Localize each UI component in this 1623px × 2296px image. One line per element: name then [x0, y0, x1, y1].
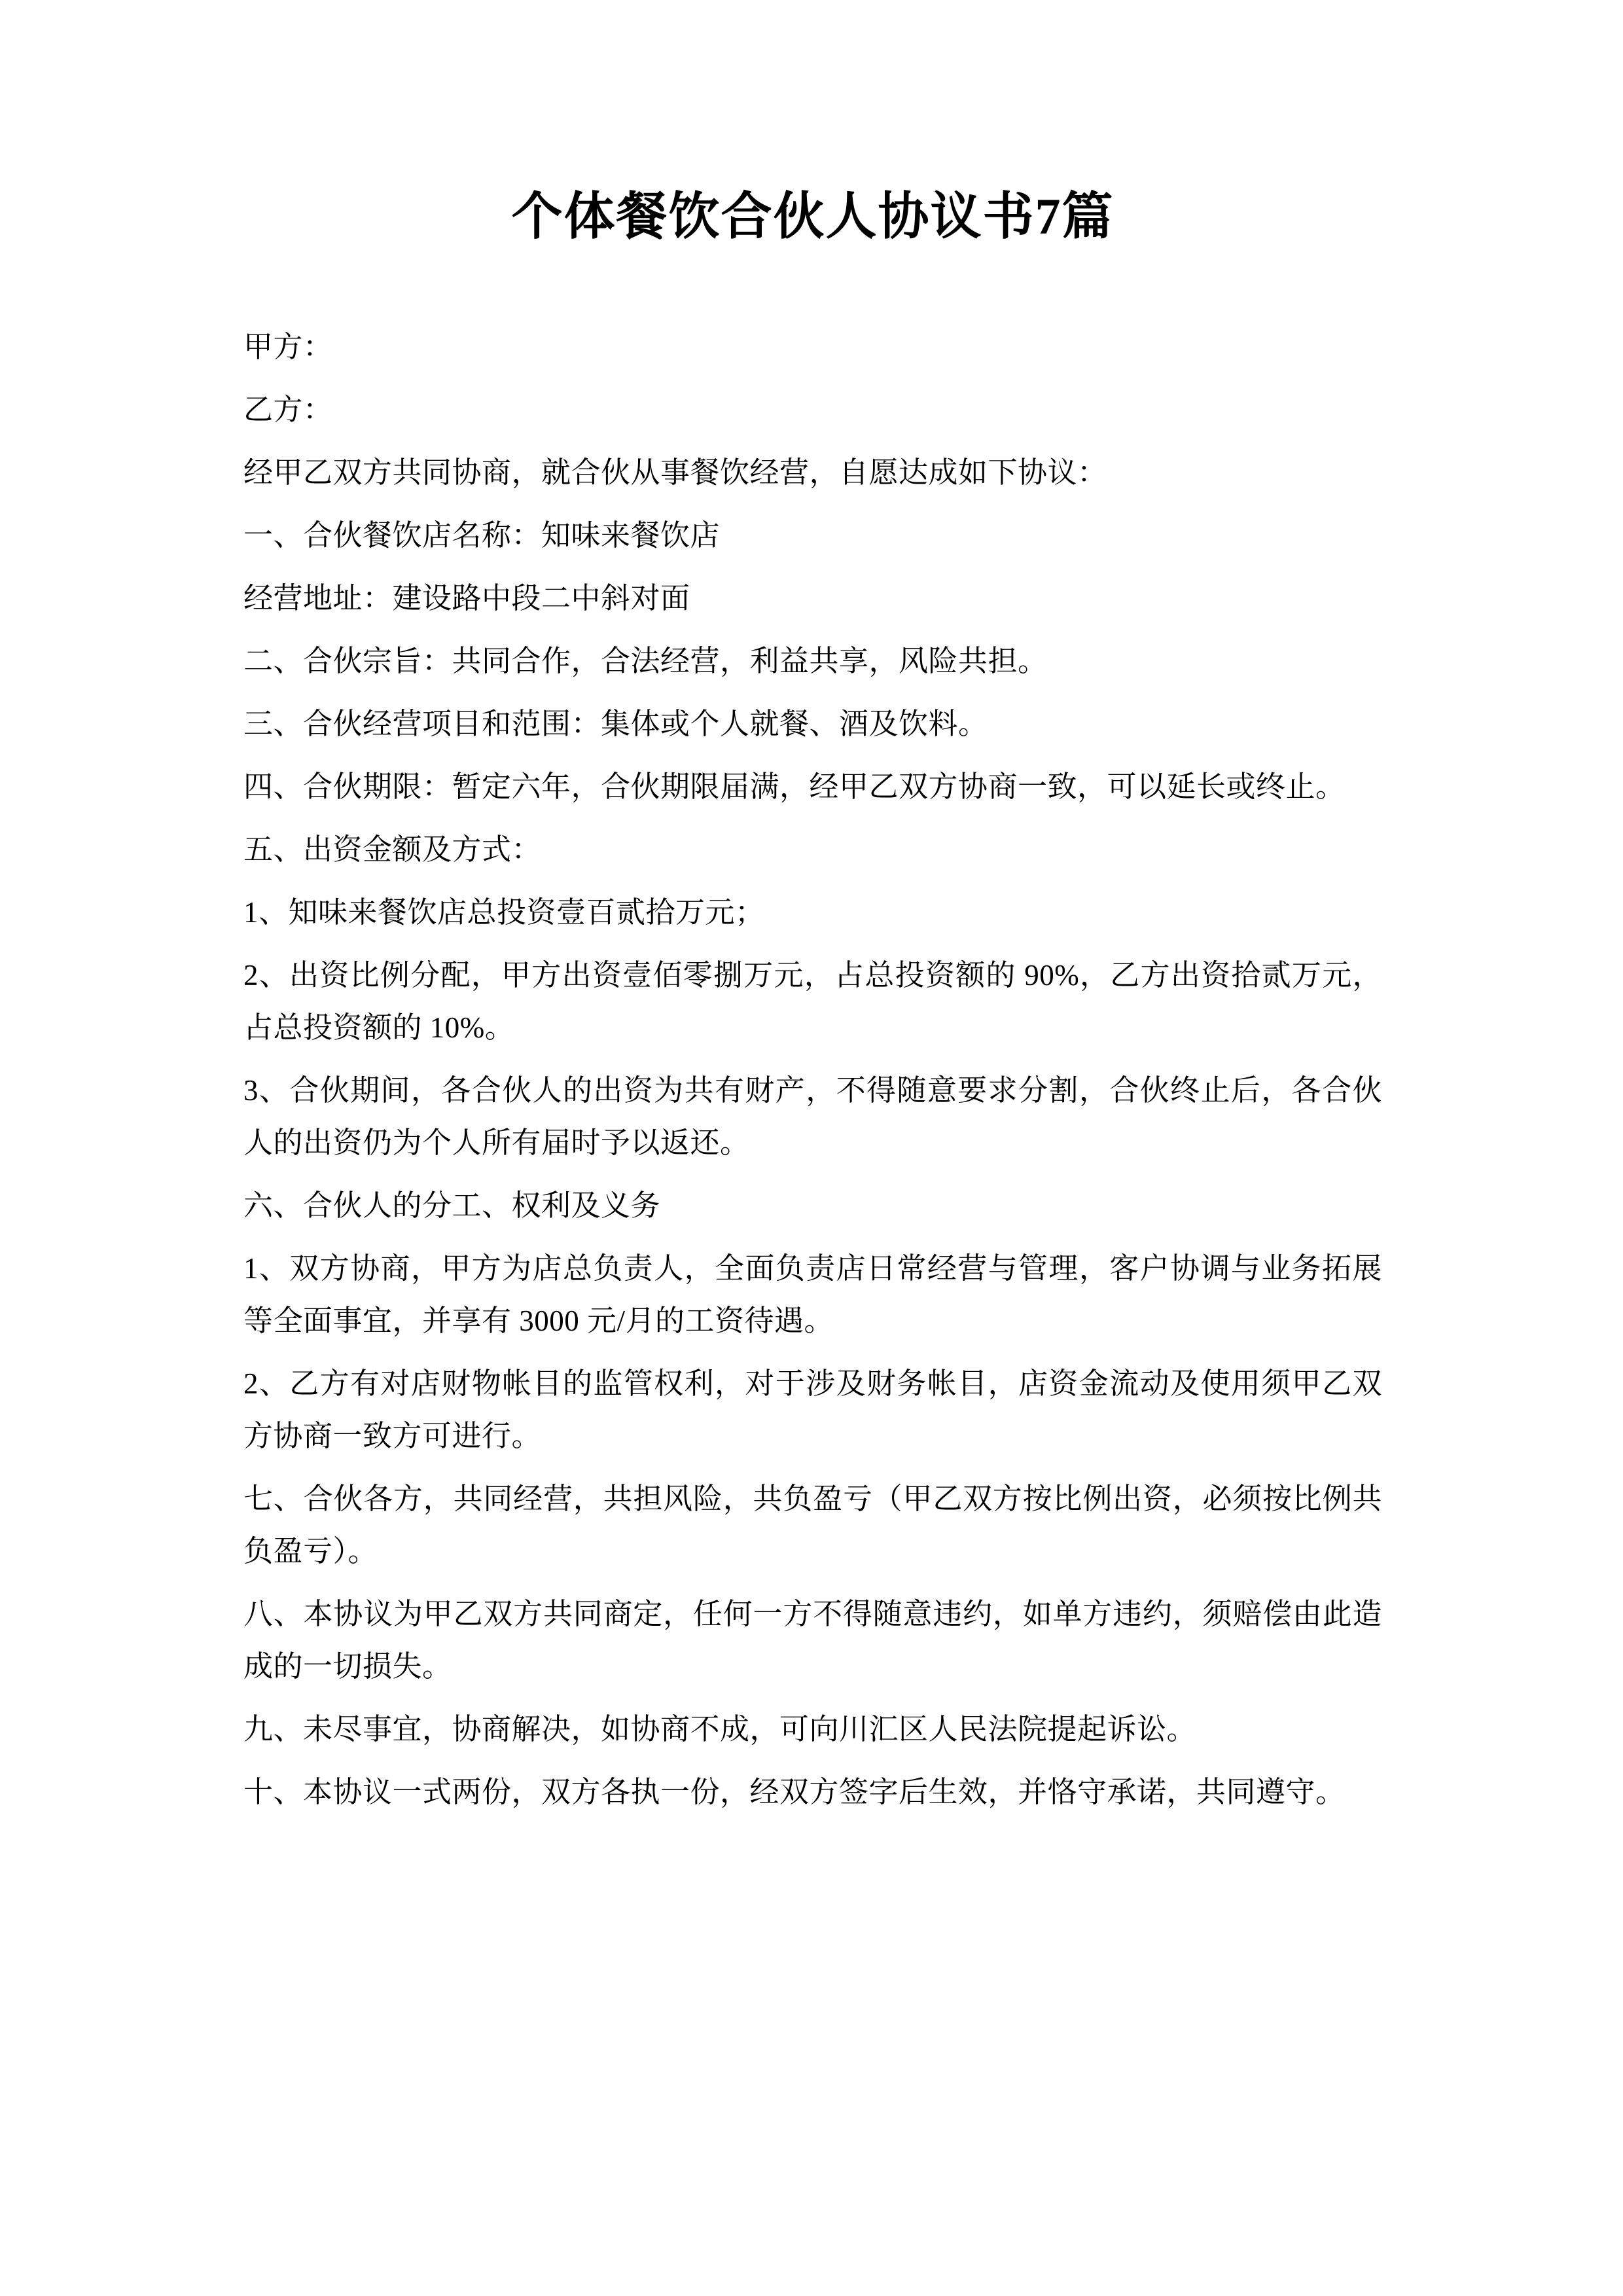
paragraph-clause-7: 七、合伙各方，共同经营，共担风险，共负盈亏（甲乙双方按比例出资，必须按比例共负盈亏）。 [243, 1482, 1382, 1568]
paragraph-preamble: 经甲乙双方共同协商，就合伙从事餐饮经营，自愿达成如下协议： [243, 456, 1107, 489]
paragraph-party-a: 甲方： [243, 331, 333, 363]
paragraph-clause-9: 九、未尽事宜，协商解决，如协商不成，可向川汇区人民法院提起诉讼。 [243, 1713, 1197, 1746]
paragraph-clause-3: 三、合伙经营项目和范围：集体或个人就餐、酒及饮料。 [243, 708, 988, 740]
paragraph-clause-10: 十、本协议一式两份，双方各执一份，经双方签字后生效，并恪守承诺，共同遵守。 [243, 1776, 1346, 1808]
page-title: 个体餐饮合伙人协议书7篇 [511, 188, 1115, 245]
paragraph-clause-8: 八、本协议为甲乙双方共同商定，任何一方不得随意违约，如单方违约，须赔偿由此造成的一切损失。 [243, 1598, 1382, 1683]
paragraph-clause-4: 四、合伙期限：暂定六年，合伙期限届满，经甲乙双方协商一致，可以延长或终止。 [243, 770, 1346, 803]
paragraph-clause-5-item-1: 1、知味来餐饮店总投资壹百贰拾万元； [243, 896, 765, 929]
paragraph-clause-5: 五、出资金额及方式： [243, 833, 542, 866]
paragraph-clause-6-item-2: 2、乙方有对店财物帐目的监管权利，对于涉及财务帐目，店资金流动及使用须甲乙双方协商一致方可进行。 [243, 1367, 1382, 1452]
document-content [243, 0, 1382, 1818]
document-body [243, 242, 1382, 1818]
paragraph-clause-6: 六、合伙人的分工、权利及义务 [243, 1189, 661, 1222]
paragraph-clause-5-item-2: 2、出资比例分配，甲方出资壹佰零捌万元，占总投资额的 90%，乙方出资拾贰万元，占总投资额的 10%。 [243, 959, 1382, 1044]
paragraph-party-b: 乙方： [243, 393, 333, 426]
paragraph-clause-6-item-1: 1、双方协商，甲方为店总负责人，全面负责店日常经营与管理，客户协调与业务拓展等全面事宜，并享有 3000 元/月的工资待遇。 [243, 1252, 1382, 1337]
paragraph-clause-1: 一、合伙餐饮店名称：知味来餐饮店 [243, 519, 721, 552]
paragraph-business-address: 经营地址：建设路中段二中斜对面 [243, 582, 690, 615]
paragraph-clause-2: 二、合伙宗旨：共同合作，合法经营，利益共享，风险共担。 [243, 645, 1048, 677]
paragraph-clause-5-item-3: 3、合伙期间，各合伙人的出资为共有财产，不得随意要求分割，合伙终止后，各合伙人的出资仍为个人所有届时予以返还。 [243, 1074, 1382, 1159]
